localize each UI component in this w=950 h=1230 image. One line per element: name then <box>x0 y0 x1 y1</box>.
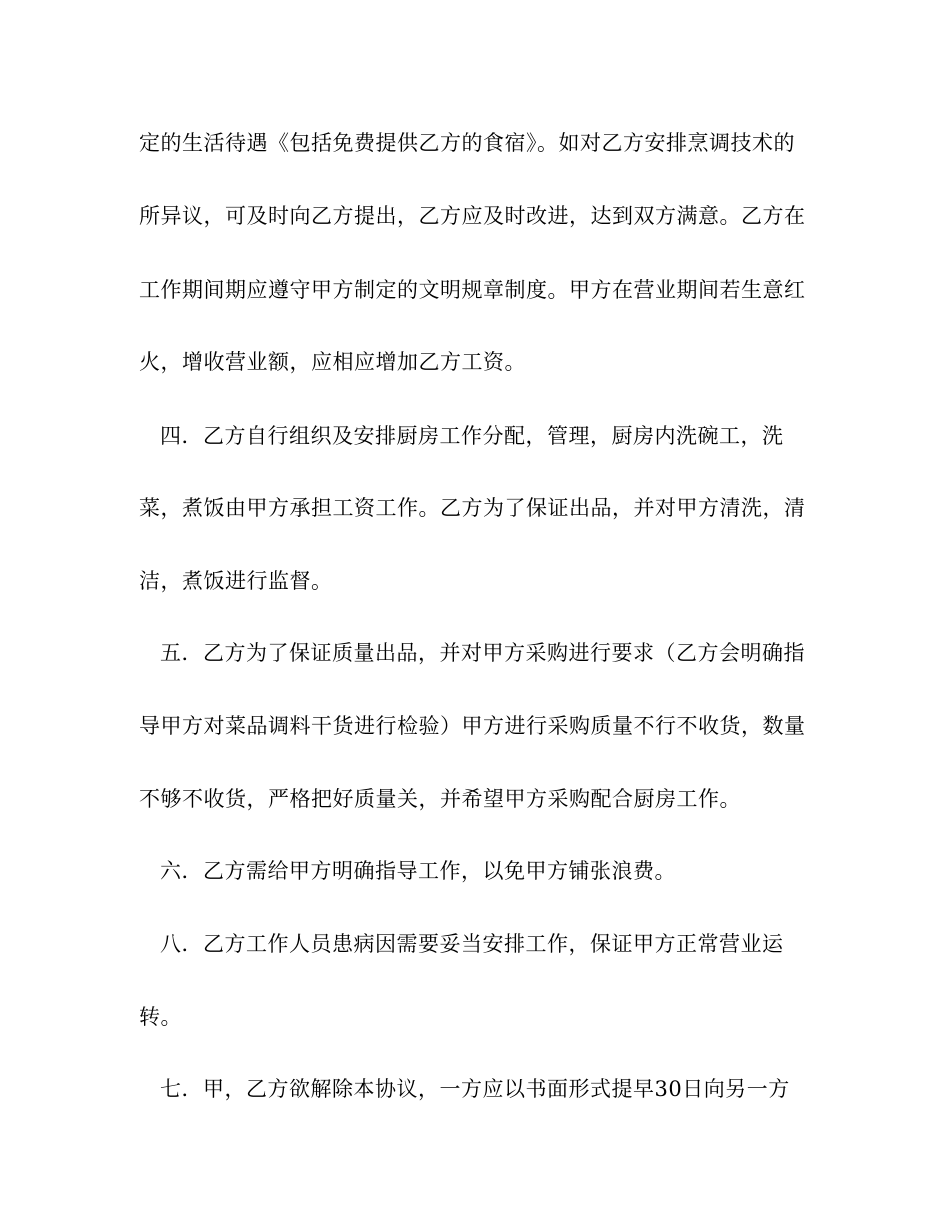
paragraph-line: 洁，煮饭进行监督。 <box>139 569 333 593</box>
section-seven-line: 七．甲，乙方欲解除本协议，一方应以书面形式提早30日向另一方 <box>160 1077 790 1101</box>
section-five-line: 五．乙方为了保证质量出品，并对甲方采购进行要求（乙方会明确指 <box>160 641 805 665</box>
paragraph-line: 菜，煮饭由甲方承担工资工作。乙方为了保证出品，并对甲方清洗，清 <box>139 496 806 520</box>
paragraph-line: 转。 <box>139 1005 182 1029</box>
section-eight-line: 八．乙方工作人员患病因需要妥当安排工作，保证甲方正常营业运 <box>160 932 784 956</box>
section-six-line: 六．乙方需给甲方明确指导工作，以免甲方铺张浪费。 <box>160 859 676 883</box>
paragraph-line: 工作期间期应遵守甲方制定的文明规章制度。甲方在营业期间若生意红 <box>139 278 806 302</box>
paragraph-line: 火，增收营业额，应相应增加乙方工资。 <box>139 350 526 374</box>
paragraph-line: 不够不收货，严格把好质量关，并希望甲方采购配合厨房工作。 <box>139 787 741 811</box>
paragraph-line: 所异议，可及时向乙方提出，乙方应及时改进，达到双方满意。乙方在 <box>139 204 806 228</box>
section-four-line: 四．乙方自行组织及安排厨房工作分配，管理，厨房内洗碗工，洗 <box>160 424 784 448</box>
paragraph-line: 定的生活待遇《包括免费提供乙方的食宿》。如对乙方安排烹调技术的 <box>139 131 795 155</box>
paragraph-line: 导甲方对菜品调料干货进行检验）甲方进行采购质量不行不收货，数量 <box>139 714 806 738</box>
